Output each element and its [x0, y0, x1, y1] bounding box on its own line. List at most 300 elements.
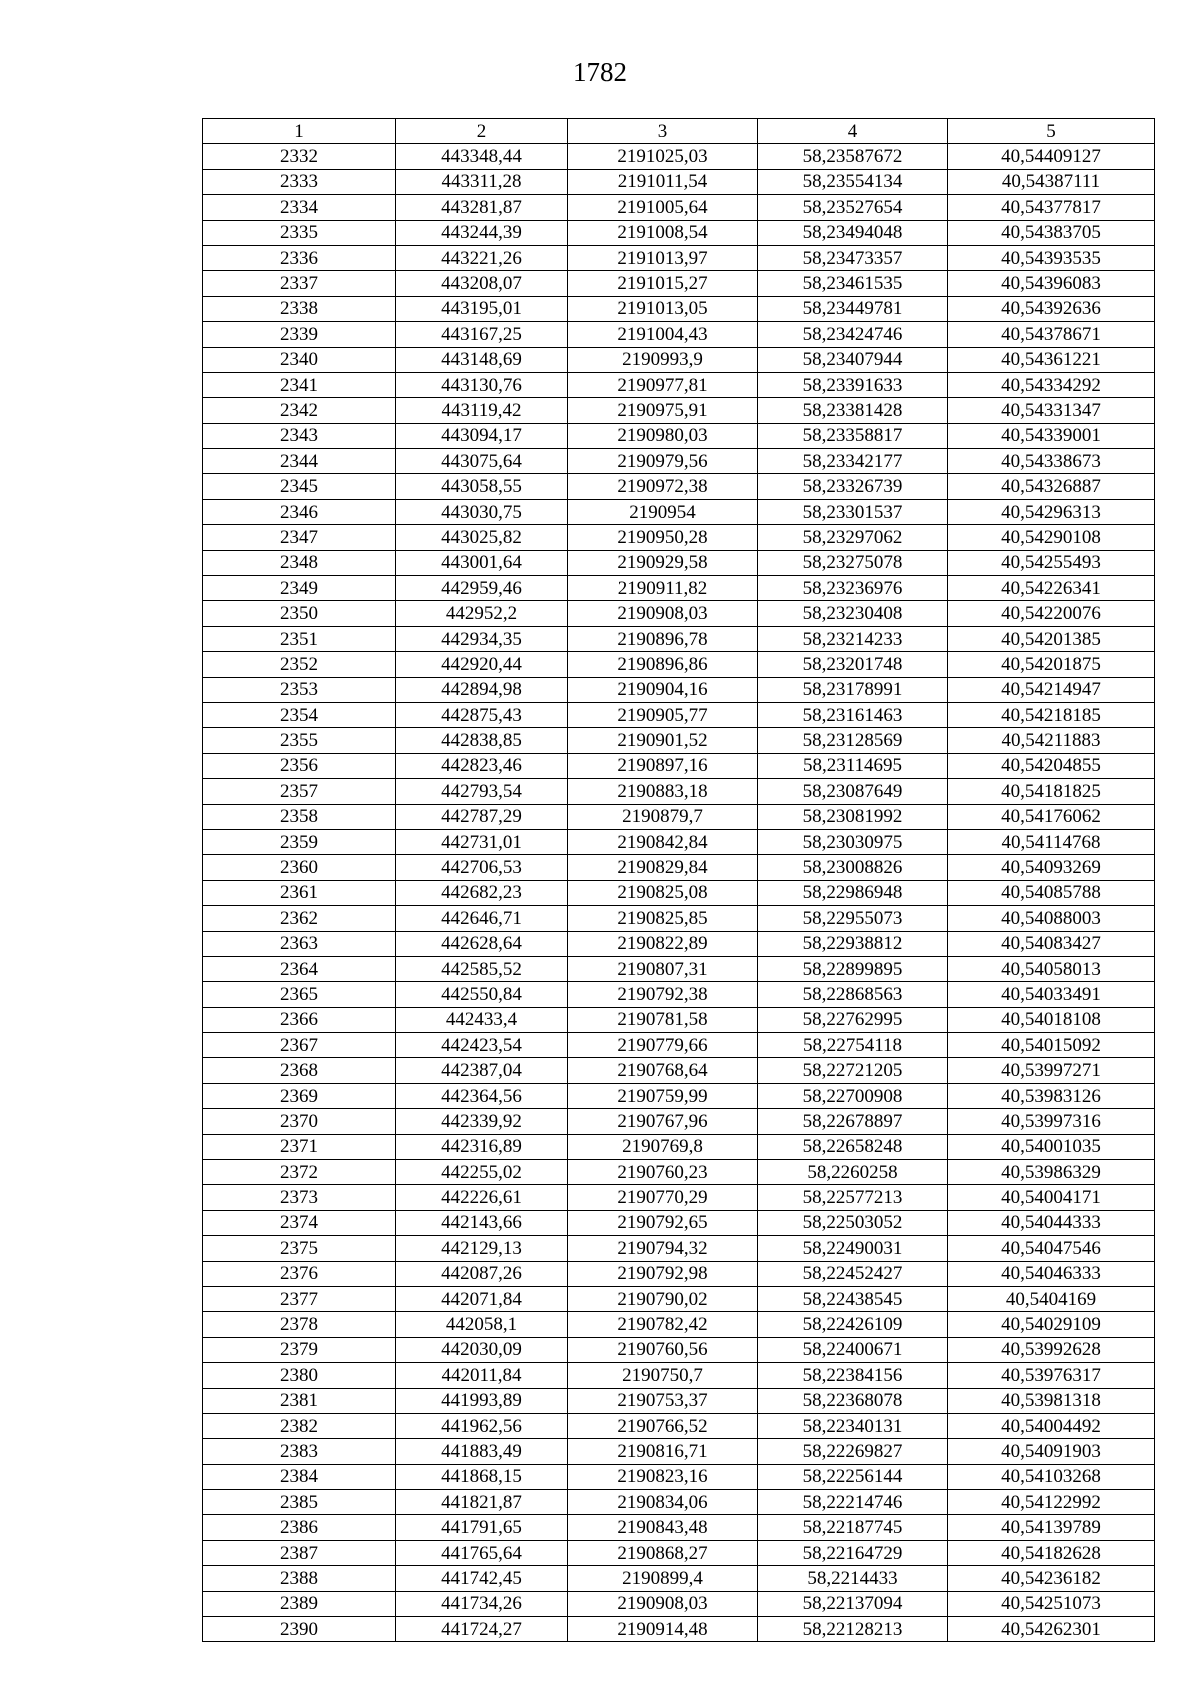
- table-cell-col-5: 40,54015092: [948, 1033, 1155, 1058]
- table-cell-col-5: 40,54018108: [948, 1007, 1155, 1032]
- table-cell-col-3: 2190908,03: [568, 1591, 758, 1616]
- table-cell-col-4: 58,22438545: [758, 1286, 948, 1311]
- table-row: [203, 449, 1155, 474]
- table-cell-col-3: 2191015,27: [568, 271, 758, 296]
- table-cell-col-4: 58,23527654: [758, 195, 948, 220]
- table-cell-col-5: 40,54046333: [948, 1261, 1155, 1286]
- table-cell-col-3: 2190829,84: [568, 855, 758, 880]
- table-cell-col-5: 40,54181825: [948, 779, 1155, 804]
- table-cell-col-4: 58,23214233: [758, 626, 948, 651]
- table-cell-col-3: 2190825,08: [568, 880, 758, 905]
- table-cell-col-4: 58,23301537: [758, 499, 948, 524]
- table-cell-col-2: 442628,64: [396, 931, 568, 956]
- table-row: [203, 271, 1155, 296]
- table-cell-col-5: 40,54122992: [948, 1490, 1155, 1515]
- table-cell-col-2: 442959,46: [396, 576, 568, 601]
- table-cell-col-3: 2190879,7: [568, 804, 758, 829]
- table-cell-col-2: 442682,23: [396, 880, 568, 905]
- table-cell-col-5: 40,54211883: [948, 728, 1155, 753]
- table-row: [203, 728, 1155, 753]
- table-cell-col-2: 442875,43: [396, 702, 568, 727]
- table-cell-col-5: 40,54218185: [948, 702, 1155, 727]
- table-cell-col-3: 2190779,66: [568, 1033, 758, 1058]
- table-cell-col-4: 58,22899895: [758, 956, 948, 981]
- table-cell-col-2: 442316,89: [396, 1134, 568, 1159]
- table-cell-col-3: 2190975,91: [568, 398, 758, 423]
- table-cell-col-2: 442706,53: [396, 855, 568, 880]
- table-cell-col-3: 2190950,28: [568, 525, 758, 550]
- table-cell-col-3: 2190834,06: [568, 1490, 758, 1515]
- table-cell-col-3: 2190914,48: [568, 1617, 758, 1642]
- table-cell-col-5: 40,54176062: [948, 804, 1155, 829]
- table-cell-col-2: 443119,42: [396, 398, 568, 423]
- table-cell-col-4: 58,23449781: [758, 296, 948, 321]
- table-row: [203, 1566, 1155, 1591]
- table-cell-col-5: 40,54047546: [948, 1236, 1155, 1261]
- table-cell-col-2: 442143,66: [396, 1210, 568, 1235]
- table-cell-col-3: 2190929,58: [568, 550, 758, 575]
- table-cell-col-3: 2190769,8: [568, 1134, 758, 1159]
- table-row: [203, 169, 1155, 194]
- column-header-4: 4: [758, 119, 948, 144]
- table-row: [203, 1413, 1155, 1438]
- table-cell-col-4: 58,22214746: [758, 1490, 948, 1515]
- table-cell-col-5: 40,53997271: [948, 1058, 1155, 1083]
- table-cell-col-4: 58,23587672: [758, 144, 948, 169]
- table-row: [203, 1617, 1155, 1642]
- table-row: [203, 525, 1155, 550]
- table-cell-col-5: 40,54029109: [948, 1312, 1155, 1337]
- table-cell-col-3: 2190767,96: [568, 1109, 758, 1134]
- table-row: [203, 245, 1155, 270]
- table-cell-col-5: 40,54226341: [948, 576, 1155, 601]
- table-cell-col-3: 2191025,03: [568, 144, 758, 169]
- table-cell-col-1: 2360: [203, 855, 396, 880]
- table-cell-col-3: 2190908,03: [568, 601, 758, 626]
- table-row: [203, 1591, 1155, 1616]
- table-cell-col-1: 2361: [203, 880, 396, 905]
- table-cell-col-5: 40,54383705: [948, 220, 1155, 245]
- table-cell-col-1: 2388: [203, 1566, 396, 1591]
- table-cell-col-4: 58,2260258: [758, 1160, 948, 1185]
- table-row: [203, 1185, 1155, 1210]
- table-row: [203, 195, 1155, 220]
- table-cell-col-3: 2191011,54: [568, 169, 758, 194]
- table-cell-col-3: 2190759,99: [568, 1083, 758, 1108]
- table-cell-col-3: 2190993,9: [568, 347, 758, 372]
- table-cell-col-3: 2190781,58: [568, 1007, 758, 1032]
- table-cell-col-4: 58,23358817: [758, 423, 948, 448]
- table-row: [203, 550, 1155, 575]
- table-cell-col-2: 442226,61: [396, 1185, 568, 1210]
- table-cell-col-4: 58,22452427: [758, 1261, 948, 1286]
- table-row: [203, 880, 1155, 905]
- table-cell-col-3: 2190825,85: [568, 906, 758, 931]
- table-cell-col-1: 2379: [203, 1337, 396, 1362]
- table-cell-col-2: 442255,02: [396, 1160, 568, 1185]
- table-cell-col-5: 40,54001035: [948, 1134, 1155, 1159]
- table-cell-col-4: 58,23554134: [758, 169, 948, 194]
- table-row: [203, 1007, 1155, 1032]
- table-cell-col-2: 442433,4: [396, 1007, 568, 1032]
- table-row: [203, 1388, 1155, 1413]
- table-cell-col-4: 58,23081992: [758, 804, 948, 829]
- table-cell-col-2: 442030,09: [396, 1337, 568, 1362]
- table-cell-col-2: 441883,49: [396, 1439, 568, 1464]
- table-cell-col-4: 58,22384156: [758, 1363, 948, 1388]
- table-cell-col-1: 2342: [203, 398, 396, 423]
- table-row: [203, 982, 1155, 1007]
- table-row: [203, 474, 1155, 499]
- table-cell-col-3: 2190896,86: [568, 652, 758, 677]
- table-cell-col-1: 2348: [203, 550, 396, 575]
- table-cell-col-3: 2190868,27: [568, 1540, 758, 1565]
- table-cell-col-3: 2190816,71: [568, 1439, 758, 1464]
- table-cell-col-2: 441724,27: [396, 1617, 568, 1642]
- table-cell-col-5: 40,53992628: [948, 1337, 1155, 1362]
- table-cell-col-5: 40,54296313: [948, 499, 1155, 524]
- table-cell-col-5: 40,54392636: [948, 296, 1155, 321]
- table-cell-col-1: 2369: [203, 1083, 396, 1108]
- table-cell-col-3: 2190842,84: [568, 829, 758, 854]
- table-cell-col-4: 58,22658248: [758, 1134, 948, 1159]
- table-cell-col-3: 2190760,56: [568, 1337, 758, 1362]
- table-cell-col-5: 40,54326887: [948, 474, 1155, 499]
- table-row: [203, 1261, 1155, 1286]
- table-cell-col-2: 441868,15: [396, 1464, 568, 1489]
- table-cell-col-2: 442952,2: [396, 601, 568, 626]
- table-cell-col-2: 441734,26: [396, 1591, 568, 1616]
- table-cell-col-3: 2190792,38: [568, 982, 758, 1007]
- table-cell-col-2: 442423,54: [396, 1033, 568, 1058]
- table-cell-col-4: 58,23161463: [758, 702, 948, 727]
- table-row: [203, 1210, 1155, 1235]
- table-cell-col-2: 443167,25: [396, 322, 568, 347]
- table-cell-col-5: 40,54339001: [948, 423, 1155, 448]
- table-cell-col-5: 40,54093269: [948, 855, 1155, 880]
- table-cell-col-1: 2375: [203, 1236, 396, 1261]
- table-cell-col-5: 40,54204855: [948, 753, 1155, 778]
- table-cell-col-3: 2191013,05: [568, 296, 758, 321]
- table-cell-col-4: 58,23424746: [758, 322, 948, 347]
- table-cell-col-4: 58,22426109: [758, 1312, 948, 1337]
- table-cell-col-1: 2372: [203, 1160, 396, 1185]
- table-cell-col-2: 442071,84: [396, 1286, 568, 1311]
- table-cell-col-4: 58,23494048: [758, 220, 948, 245]
- table-cell-col-2: 442058,1: [396, 1312, 568, 1337]
- table-cell-col-5: 40,54220076: [948, 601, 1155, 626]
- table-cell-col-1: 2387: [203, 1540, 396, 1565]
- table-cell-col-2: 442787,29: [396, 804, 568, 829]
- table-cell-col-3: 2190899,4: [568, 1566, 758, 1591]
- table-cell-col-2: 443001,64: [396, 550, 568, 575]
- table-cell-col-1: 2374: [203, 1210, 396, 1235]
- table-row: [203, 829, 1155, 854]
- table-cell-col-2: 442823,46: [396, 753, 568, 778]
- column-header-5: 5: [948, 119, 1155, 144]
- table-row: [203, 1439, 1155, 1464]
- table-cell-col-5: 40,54058013: [948, 956, 1155, 981]
- table-row: [203, 220, 1155, 245]
- table-cell-col-4: 58,22955073: [758, 906, 948, 931]
- column-header-1: 1: [203, 119, 396, 144]
- table-cell-col-1: 2389: [203, 1591, 396, 1616]
- table-cell-col-1: 2363: [203, 931, 396, 956]
- table-row: [203, 753, 1155, 778]
- table-cell-col-5: 40,53997316: [948, 1109, 1155, 1134]
- table-cell-col-1: 2336: [203, 245, 396, 270]
- table-cell-col-3: 2190911,82: [568, 576, 758, 601]
- table-cell-col-1: 2365: [203, 982, 396, 1007]
- table-cell-col-5: 40,54262301: [948, 1617, 1155, 1642]
- table-row: [203, 804, 1155, 829]
- table-cell-col-1: 2344: [203, 449, 396, 474]
- table-cell-col-1: 2350: [203, 601, 396, 626]
- table-cell-col-4: 58,22340131: [758, 1413, 948, 1438]
- table-cell-col-1: 2376: [203, 1261, 396, 1286]
- table-row: [203, 677, 1155, 702]
- table-row: [203, 372, 1155, 397]
- table-cell-col-3: 2190823,16: [568, 1464, 758, 1489]
- table-cell-col-3: 2191013,97: [568, 245, 758, 270]
- table-cell-col-4: 58,22721205: [758, 1058, 948, 1083]
- table-cell-col-5: 40,54361221: [948, 347, 1155, 372]
- table-cell-col-2: 443348,44: [396, 144, 568, 169]
- table-cell-col-1: 2338: [203, 296, 396, 321]
- table-cell-col-4: 58,22400671: [758, 1337, 948, 1362]
- table-cell-col-3: 2190760,23: [568, 1160, 758, 1185]
- table-cell-col-1: 2366: [203, 1007, 396, 1032]
- table-cell-col-1: 2339: [203, 322, 396, 347]
- table-cell-col-4: 58,22128213: [758, 1617, 948, 1642]
- table-cell-col-5: 40,53976317: [948, 1363, 1155, 1388]
- column-header-3: 3: [568, 119, 758, 144]
- table-cell-col-5: 40,54387111: [948, 169, 1155, 194]
- table-cell-col-4: 58,22164729: [758, 1540, 948, 1565]
- table-row: [203, 347, 1155, 372]
- table-row: [203, 956, 1155, 981]
- table-cell-col-1: 2383: [203, 1439, 396, 1464]
- table-cell-col-2: 442934,35: [396, 626, 568, 651]
- table-cell-col-2: 442387,04: [396, 1058, 568, 1083]
- table-cell-col-2: 443094,17: [396, 423, 568, 448]
- table-cell-col-2: 442646,71: [396, 906, 568, 931]
- table-cell-col-4: 58,23391633: [758, 372, 948, 397]
- table-cell-col-2: 441993,89: [396, 1388, 568, 1413]
- table-cell-col-3: 2190770,29: [568, 1185, 758, 1210]
- table-row: [203, 576, 1155, 601]
- table-row: [203, 499, 1155, 524]
- table-cell-col-5: 40,54396083: [948, 271, 1155, 296]
- table-cell-col-4: 58,2214433: [758, 1566, 948, 1591]
- table-row: [203, 423, 1155, 448]
- table-cell-col-4: 58,22938812: [758, 931, 948, 956]
- table-cell-col-2: 441791,65: [396, 1515, 568, 1540]
- table-cell-col-1: 2367: [203, 1033, 396, 1058]
- header-row: [203, 119, 1155, 144]
- table-cell-col-5: 40,54377817: [948, 195, 1155, 220]
- table-cell-col-2: 441765,64: [396, 1540, 568, 1565]
- table-row: [203, 906, 1155, 931]
- table-row: [203, 779, 1155, 804]
- table-cell-col-4: 58,23008826: [758, 855, 948, 880]
- table-cell-col-4: 58,22137094: [758, 1591, 948, 1616]
- table-cell-col-2: 443195,01: [396, 296, 568, 321]
- table-cell-col-4: 58,23230408: [758, 601, 948, 626]
- table-cell-col-3: 2190792,65: [568, 1210, 758, 1235]
- table-cell-col-2: 443148,69: [396, 347, 568, 372]
- table-row: [203, 626, 1155, 651]
- table-cell-col-1: 2362: [203, 906, 396, 931]
- table-cell-col-1: 2370: [203, 1109, 396, 1134]
- table-cell-col-2: 443281,87: [396, 195, 568, 220]
- table-cell-col-2: 443311,28: [396, 169, 568, 194]
- table-cell-col-4: 58,22503052: [758, 1210, 948, 1235]
- table-cell-col-2: 442087,26: [396, 1261, 568, 1286]
- table-cell-col-3: 2190782,42: [568, 1312, 758, 1337]
- table-cell-col-1: 2345: [203, 474, 396, 499]
- table-cell-col-1: 2377: [203, 1286, 396, 1311]
- table-cell-col-2: 442838,85: [396, 728, 568, 753]
- table-cell-col-5: 40,54251073: [948, 1591, 1155, 1616]
- table-cell-col-1: 2386: [203, 1515, 396, 1540]
- table-cell-col-1: 2352: [203, 652, 396, 677]
- table-cell-col-2: 441742,45: [396, 1566, 568, 1591]
- table-cell-col-5: 40,54139789: [948, 1515, 1155, 1540]
- table-cell-col-5: 40,54409127: [948, 144, 1155, 169]
- table-row: [203, 398, 1155, 423]
- table-row: [203, 1464, 1155, 1489]
- table-cell-col-3: 2190883,18: [568, 779, 758, 804]
- table-cell-col-2: 442550,84: [396, 982, 568, 1007]
- table-row: [203, 1033, 1155, 1058]
- table-cell-col-5: 40,5404169: [948, 1286, 1155, 1311]
- table-cell-col-5: 40,54201875: [948, 652, 1155, 677]
- table-row: [203, 1160, 1155, 1185]
- table-cell-col-2: 442129,13: [396, 1236, 568, 1261]
- table-cell-col-1: 2378: [203, 1312, 396, 1337]
- table-cell-col-2: 443130,76: [396, 372, 568, 397]
- table-cell-col-1: 2364: [203, 956, 396, 981]
- table-cell-col-4: 58,23342177: [758, 449, 948, 474]
- table-cell-col-3: 2190905,77: [568, 702, 758, 727]
- table-cell-col-5: 40,54378671: [948, 322, 1155, 347]
- table-cell-col-3: 2190896,78: [568, 626, 758, 651]
- table-cell-col-1: 2335: [203, 220, 396, 245]
- table-cell-col-4: 58,22678897: [758, 1109, 948, 1134]
- table-row: [203, 1337, 1155, 1362]
- table-cell-col-5: 40,54004492: [948, 1413, 1155, 1438]
- table-cell-col-5: 40,54091903: [948, 1439, 1155, 1464]
- table-cell-col-5: 40,53981318: [948, 1388, 1155, 1413]
- table-cell-col-5: 40,54338673: [948, 449, 1155, 474]
- table-cell-col-3: 2190750,7: [568, 1363, 758, 1388]
- table-cell-col-1: 2382: [203, 1413, 396, 1438]
- table-cell-col-3: 2190980,03: [568, 423, 758, 448]
- table-cell-col-1: 2354: [203, 702, 396, 727]
- table-cell-col-1: 2355: [203, 728, 396, 753]
- table-row: [203, 1312, 1155, 1337]
- table-cell-col-3: 2190768,64: [568, 1058, 758, 1083]
- table-row: [203, 1363, 1155, 1388]
- table-cell-col-4: 58,23236976: [758, 576, 948, 601]
- table-cell-col-3: 2190753,37: [568, 1388, 758, 1413]
- table-cell-col-5: 40,54044333: [948, 1210, 1155, 1235]
- table-cell-col-2: 442585,52: [396, 956, 568, 981]
- table-cell-col-2: 442894,98: [396, 677, 568, 702]
- table-cell-col-5: 40,54393535: [948, 245, 1155, 270]
- table-cell-col-1: 2358: [203, 804, 396, 829]
- table-cell-col-4: 58,22368078: [758, 1388, 948, 1413]
- table-cell-col-3: 2190822,89: [568, 931, 758, 956]
- coordinates-table: [202, 118, 1155, 1642]
- table-row: [203, 1540, 1155, 1565]
- table-cell-col-2: 442920,44: [396, 652, 568, 677]
- table-cell-col-1: 2371: [203, 1134, 396, 1159]
- table-cell-col-1: 2368: [203, 1058, 396, 1083]
- table-cell-col-4: 58,22187745: [758, 1515, 948, 1540]
- table-cell-col-4: 58,23087649: [758, 779, 948, 804]
- table-cell-col-4: 58,23275078: [758, 550, 948, 575]
- table-cell-col-4: 58,23381428: [758, 398, 948, 423]
- table-cell-col-1: 2390: [203, 1617, 396, 1642]
- table-body: [203, 144, 1155, 1642]
- table-cell-col-2: 442793,54: [396, 779, 568, 804]
- table-cell-col-4: 58,23030975: [758, 829, 948, 854]
- table-cell-col-5: 40,54085788: [948, 880, 1155, 905]
- table-cell-col-3: 2190792,98: [568, 1261, 758, 1286]
- table-cell-col-5: 40,54255493: [948, 550, 1155, 575]
- table-cell-col-3: 2190843,48: [568, 1515, 758, 1540]
- table-cell-col-5: 40,54114768: [948, 829, 1155, 854]
- table-cell-col-4: 58,23114695: [758, 753, 948, 778]
- table-cell-col-1: 2340: [203, 347, 396, 372]
- table-cell-col-4: 58,22754118: [758, 1033, 948, 1058]
- table-cell-col-2: 441821,87: [396, 1490, 568, 1515]
- table-cell-col-3: 2190901,52: [568, 728, 758, 753]
- table-row: [203, 1083, 1155, 1108]
- table-cell-col-1: 2349: [203, 576, 396, 601]
- table-cell-col-1: 2356: [203, 753, 396, 778]
- table-row: [203, 1236, 1155, 1261]
- table-cell-col-3: 2190807,31: [568, 956, 758, 981]
- table-cell-col-4: 58,23461535: [758, 271, 948, 296]
- table-cell-col-5: 40,53983126: [948, 1083, 1155, 1108]
- table-cell-col-1: 2333: [203, 169, 396, 194]
- table-cell-col-5: 40,54182628: [948, 1540, 1155, 1565]
- table-cell-col-4: 58,22256144: [758, 1464, 948, 1489]
- table-cell-col-4: 58,22986948: [758, 880, 948, 905]
- table-cell-col-1: 2359: [203, 829, 396, 854]
- table-cell-col-1: 2334: [203, 195, 396, 220]
- table-cell-col-1: 2351: [203, 626, 396, 651]
- table-cell-col-4: 58,23326739: [758, 474, 948, 499]
- table-cell-col-1: 2384: [203, 1464, 396, 1489]
- table-cell-col-4: 58,22700908: [758, 1083, 948, 1108]
- table-cell-col-3: 2191005,64: [568, 195, 758, 220]
- table-cell-col-2: 442731,01: [396, 829, 568, 854]
- table-cell-col-4: 58,23297062: [758, 525, 948, 550]
- table-cell-col-2: 442011,84: [396, 1363, 568, 1388]
- table-cell-col-3: 2190904,16: [568, 677, 758, 702]
- page-number: 1782: [573, 57, 627, 87]
- table-cell-col-1: 2347: [203, 525, 396, 550]
- table-cell-col-2: 443208,07: [396, 271, 568, 296]
- table-cell-col-1: 2343: [203, 423, 396, 448]
- table-cell-col-2: 443075,64: [396, 449, 568, 474]
- table-cell-col-3: 2190790,02: [568, 1286, 758, 1311]
- table-cell-col-1: 2337: [203, 271, 396, 296]
